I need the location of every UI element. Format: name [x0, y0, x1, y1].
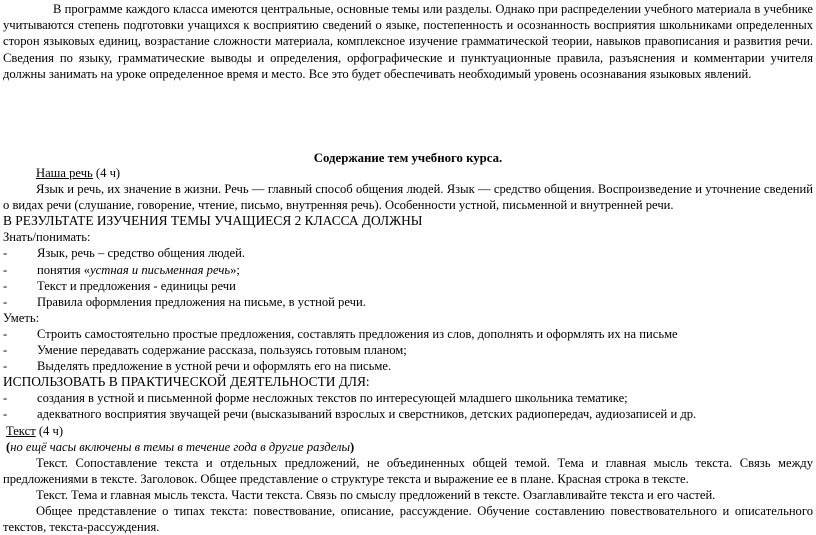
list-dash: -: [3, 326, 8, 341]
intro-paragraph: В программе каждого класса имеются центральные, основные темы или разделы. Однако при распределении учебного материала в учебнике учитываются степень подготовки учащихся к восприятию сведений о языке, постепенность и осознанность восприятия школьниками определенных сторон языковых единиц, возрастание сложности материала, комплексное изучение грамматической теории, навыков правописания и развития речи. Сведения по языку, грамматические выводы и определения, орфографические и пунктуационные правила, разъяснения и комментарии учителя должны занимать на уроке определенное время и место. Все это будет обеспечивать необходимый уровень осознавания языковых явлений.: [3, 2, 813, 81]
emphasis: устная и письменная речь: [90, 262, 231, 277]
list-item-text: Строить самостоятельно простые предложения, составлять предложения из слов, дополнять и оформлять их на письме: [37, 326, 678, 341]
can-label: Уметь:: [3, 310, 40, 325]
section-title: Текст: [6, 423, 36, 438]
list-dash: -: [3, 343, 8, 358]
list-item: [3, 262, 813, 278]
use-heading: ИСПОЛЬЗОВАТЬ В ПРАКТИЧЕСКОЙ ДЕЯТЕЛЬНОСТИ ДЛЯ:: [3, 374, 370, 390]
section-hours: (4 ч): [35, 423, 64, 438]
content-heading: Содержание тем учебного курса.: [313, 151, 503, 165]
list-item: [3, 358, 813, 374]
list-item-text: адекватного восприятия звучащей речи (высказываний взрослых и сверстников, детских радиопередач, аудиозаписей и др.: [37, 407, 697, 422]
list-dash: -: [3, 246, 8, 261]
section-text-note: (но ещё часы включены в темы в течение года в другие разделы): [6, 439, 355, 454]
list-item: [3, 326, 813, 342]
list-dash: -: [3, 294, 8, 309]
section-text-paragraph: Текст. Сопоставление текста и отдельных предложений, не объединенных общей темой. Тема и главная мысль текста. Связь между предложениями в тексте. Заголовок. Общее представление о структуре текста и выражение ее в плане. Красная строка в тексте.: [3, 455, 813, 486]
list-dash: -: [3, 391, 8, 406]
list-dash: -: [3, 278, 8, 293]
list-item: [3, 245, 813, 261]
list-item: [3, 342, 813, 358]
list-item: [3, 390, 813, 406]
list-item: [3, 278, 813, 294]
section-our-speech-title: [3, 165, 813, 181]
list-item-text: Правила оформления предложения на письме, в устной речи.: [37, 294, 366, 309]
list-item-text: Текст и предложения - единицы речи: [37, 278, 236, 293]
result-heading: В РЕЗУЛЬТАТЕ ИЗУЧЕНИЯ ТЕМЫ УЧАЩИЕСЯ 2 КЛАССА ДОЛЖНЫ: [3, 213, 423, 229]
list-dash: -: [3, 262, 8, 277]
section-our-speech-text: Язык и речь, их значение в жизни. Речь — главный способ общения людей. Язык — средство общения. Воспроизведение и уточнение сведений о видах речи (слушание, говорение, чтение, письмо, внутренняя речь). Особенности устной, письменной и внутренней речи.: [3, 182, 813, 213]
know-label: Знать/понимать:: [3, 230, 91, 245]
section-text-paragraph: Текст. Тема и главная мысль текста. Части текста. Связь по смыслу предложений в тексте. Озаглавливайте текста и его частей.: [36, 487, 716, 502]
section-text-title: [3, 423, 813, 439]
list-item: [3, 406, 813, 422]
section-text-paragraph: Общее представление о типах текста: повествование, описание, рассуждение. Обучение составлению повествовательного и описательного текстов, текста-рассуждения.: [3, 503, 813, 535]
list-item-text: Язык, речь – средство общения людей.: [37, 246, 245, 261]
list-item-text: Умение передавать содержание рассказа, пользуясь готовым планом;: [37, 343, 407, 358]
list-item: [3, 294, 813, 310]
list-item-text: понятия «устная и письменная речь»;: [37, 262, 240, 277]
section-title: Наша речь: [36, 166, 93, 180]
note-text: но ещё часы включены в темы в течение года в другие разделы: [10, 439, 351, 454]
document-body: [3, 165, 813, 535]
list-item-text: создания в устной и письменной форме несложных текстов по интересующей младшего школьника тематике;: [37, 391, 628, 406]
list-dash: -: [3, 359, 8, 374]
section-hours: (4 ч): [92, 166, 121, 180]
list-item-text: Выделять предложение в устной речи и оформлять его на письме.: [37, 359, 392, 374]
list-dash: -: [3, 407, 8, 422]
